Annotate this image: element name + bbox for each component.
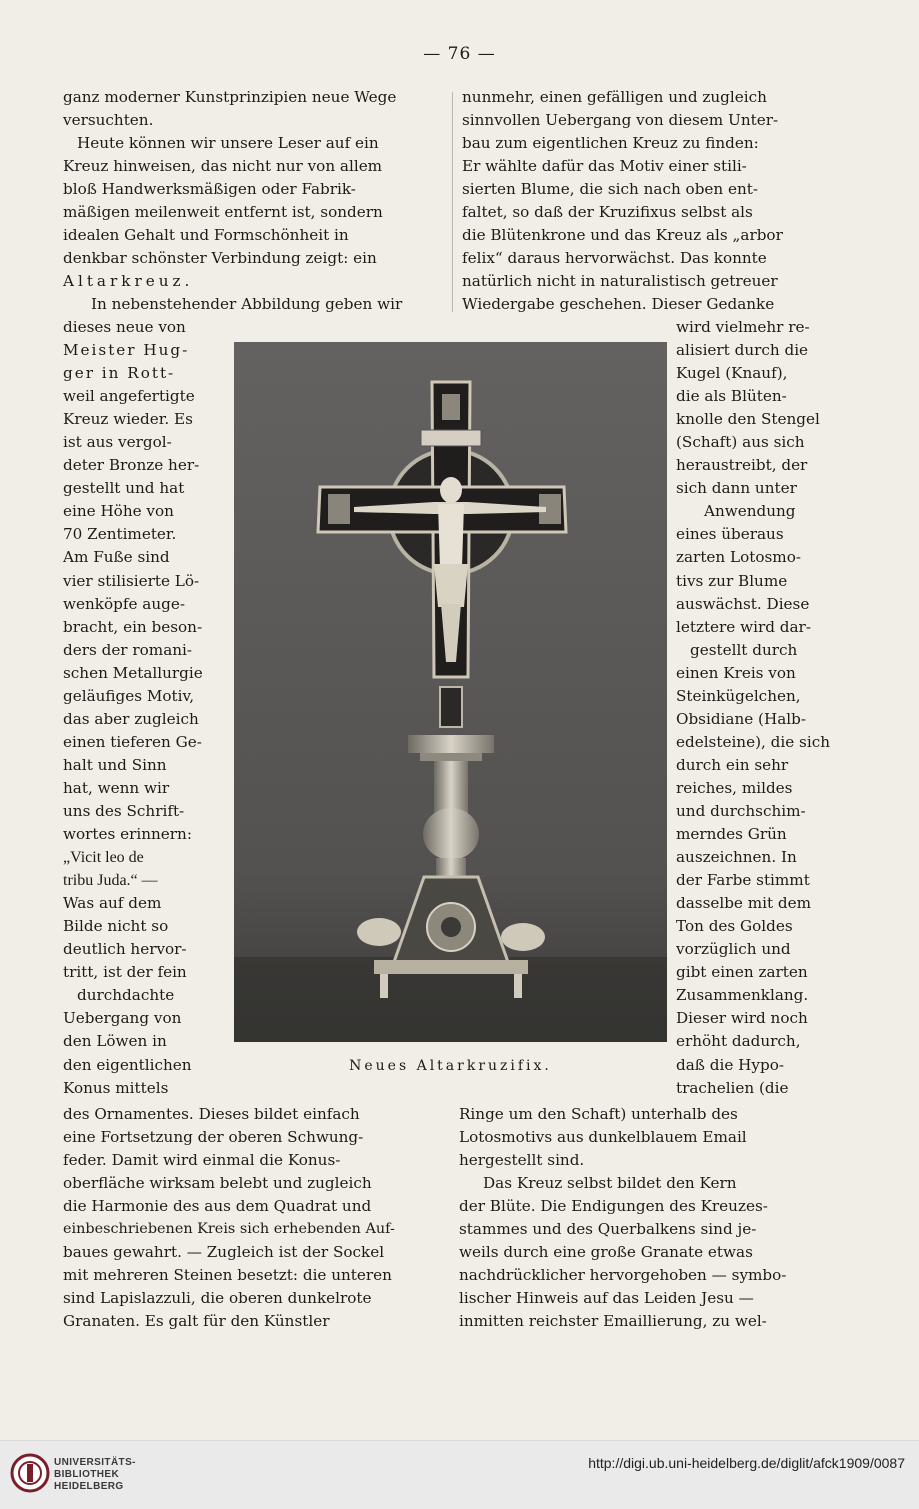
text-line: das aber zugleich	[63, 709, 199, 728]
text-line: wenköpfe auge-	[63, 594, 185, 613]
text-line: eines überaus	[676, 525, 784, 544]
text-line: knolle den Stengel	[676, 410, 820, 429]
page-number: — 76 —	[423, 44, 496, 64]
text-line: sind Lapislazzuli, die oberen dunkelrote	[63, 1289, 372, 1308]
text-line: einen Kreis von	[676, 663, 796, 682]
text-line: merndes Grün	[676, 825, 787, 844]
altar-crucifix-photo	[234, 342, 667, 1042]
text-line: felix“ daraus hervorwächst. Das konnte	[462, 249, 767, 268]
text-line: baues gewahrt. — Zugleich ist der Sockel	[63, 1243, 385, 1262]
text-line: hergestellt sind.	[459, 1151, 585, 1170]
text-line: tritt, ist der fein	[63, 963, 187, 982]
text-line: durch ein sehr	[676, 755, 789, 774]
text-line: eine Höhe von	[63, 502, 174, 521]
text-line: Lotosmotivs aus dunkelblauem Email	[459, 1128, 747, 1147]
text-column-right-bottom	[459, 1103, 835, 1333]
text-line: den eigentlichen	[63, 1055, 192, 1074]
text-line: zarten Lotosmo-	[676, 548, 801, 567]
text-line: wortes erinnern:	[63, 825, 192, 844]
text-line: Kugel (Knauf),	[676, 364, 788, 383]
text-line: weils durch eine große Granate etwas	[459, 1243, 753, 1262]
text-line: Bilde nicht so	[63, 917, 169, 936]
text-line: dieses neue von	[63, 318, 186, 336]
text-line: einen tieferen Ge-	[63, 732, 202, 751]
library-name	[54, 1457, 136, 1493]
text-line: idealen Gehalt und Formschönheit in	[63, 226, 349, 245]
text-line: schen Metallurgie	[63, 663, 203, 682]
text-line: deter Bronze her-	[63, 456, 200, 475]
text-line: faltet, so daß der Kruzifixus selbst als	[462, 203, 753, 222]
text-line: daß die Hypo-	[676, 1055, 784, 1074]
text-line: halt und Sinn	[63, 755, 167, 774]
text-line: den Löwen in	[63, 1032, 167, 1051]
text-line: alisiert durch die	[676, 341, 809, 360]
text-line: edelsteine), die sich	[676, 732, 830, 751]
university-seal-icon	[10, 1453, 50, 1493]
text-line: tribu Juda.“ —	[63, 872, 158, 890]
text-line: Konus mittels	[63, 1078, 169, 1097]
text-wrap-right	[676, 316, 834, 1100]
text-line: natürlich nicht in naturalistisch getreuer	[462, 272, 778, 291]
text-line: 70 Zentimeter.	[63, 525, 177, 544]
text-line: hat, wenn wir	[63, 778, 170, 797]
text-line: deutlich hervor-	[63, 940, 187, 959]
text-column-left-top	[63, 86, 441, 316]
text-line: dasselbe mit dem	[676, 894, 812, 913]
text-line: sierten Blume, die sich nach oben ent-	[462, 180, 759, 199]
text-line: ders der romani-	[63, 640, 193, 659]
text-line: Ringe um den Schaft) unterhalb des	[459, 1105, 738, 1123]
source-url-link[interactable]: http://digi.ub.uni-heidelberg.de/diglit/afck1909/0087	[588, 1455, 905, 1471]
text-line: auszeichnen. In	[676, 848, 797, 867]
text-line: bloß Handwerksmäßigen oder Fabrik-	[63, 180, 356, 199]
text-line: Wiedergabe geschehen. Dieser Gedanke	[462, 295, 775, 314]
text-line: eine Fortsetzung der oberen Schwung-	[63, 1128, 364, 1147]
text-line: ger in Rott-	[63, 364, 176, 383]
text-line: uns des Schrift-	[63, 801, 185, 820]
text-line: vier stilisierte Lö-	[63, 571, 200, 590]
text-line: die Harmonie des aus dem Quadrat und	[63, 1197, 372, 1216]
text-line: oberfläche wirksam belebt und zugleich	[63, 1174, 372, 1193]
library-name-line: UNIVERSITÄTS-	[54, 1457, 136, 1468]
text-line: sich dann unter	[676, 479, 797, 498]
text-line: erhöht dadurch,	[676, 1032, 801, 1051]
library-name-line: HEIDELBERG	[54, 1481, 124, 1492]
text-line: Obsidiane (Halb-	[676, 709, 806, 728]
figure-caption: Neues Altarkruzifix.	[349, 1058, 552, 1074]
text-line: Steinkügelchen,	[676, 686, 801, 705]
text-line: des Ornamentes. Dieses bildet einfach	[63, 1105, 360, 1123]
text-line: bracht, ein beson-	[63, 617, 203, 636]
text-line: der Blüte. Die Endigungen des Kreuzes-	[459, 1197, 768, 1216]
text-line: inmitten reichster Emaillierung, zu wel-	[459, 1312, 767, 1331]
text-line: die Blütenkrone und das Kreuz als „arbor	[462, 226, 783, 245]
text-line: nachdrücklicher hervorgehoben — symbo-	[459, 1266, 787, 1285]
text-line: die als Blüten-	[676, 387, 787, 406]
text-line: denkbar schönster Verbindung zeigt: ein	[63, 249, 377, 268]
text-line: weil angefertigte	[63, 387, 195, 406]
text-line: Granaten. Es galt für den Künstler	[63, 1312, 330, 1331]
text-column-left-bottom	[63, 1103, 441, 1333]
text-line: lischer Hinweis auf das Leiden Jesu —	[459, 1289, 754, 1308]
text-line: wird vielmehr re-	[676, 318, 810, 336]
text-line: sinnvollen Uebergang von diesem Unter-	[462, 111, 779, 130]
text-line: tivs zur Blume	[676, 571, 788, 590]
text-line: Altarkreuz.	[63, 272, 194, 291]
text-line: Dieser wird noch	[676, 1009, 808, 1028]
text-line: gestellt und hat	[63, 479, 185, 498]
library-footer	[0, 1440, 919, 1509]
text-line: ganz moderner Kunstprinzipien neue Wege	[63, 88, 397, 106]
text-line: Was auf dem	[63, 894, 162, 913]
text-wrap-left	[63, 316, 230, 1100]
text-line: feder. Damit wird einmal die Konus-	[63, 1151, 341, 1170]
text-line: der Farbe stimmt	[676, 871, 810, 890]
text-line: „Vicit leo de	[63, 849, 144, 867]
text-line: Ton des Goldes	[676, 917, 793, 936]
text-line: Anwendung	[704, 502, 796, 521]
text-line: Uebergang von	[63, 1009, 182, 1028]
text-line: letztere wird dar-	[676, 617, 811, 636]
text-line: Kreuz hinweisen, das nicht nur von allem	[63, 157, 383, 176]
text-line: durchdachte	[77, 986, 175, 1005]
text-line: Er wählte dafür das Motiv einer stili-	[462, 157, 747, 176]
text-line: Zusammenklang.	[676, 986, 809, 1005]
library-name-line: BIBLIOTHEK	[54, 1469, 120, 1480]
text-line: ist aus vergol-	[63, 433, 172, 452]
text-line: Das Kreuz selbst bildet den Kern	[483, 1174, 737, 1193]
text-line: heraustreibt, der	[676, 456, 808, 475]
text-line: vorzüglich und	[676, 940, 791, 959]
column-divider	[452, 92, 453, 312]
text-line: Am Fuße sind	[63, 548, 170, 567]
text-line: versuchten.	[63, 111, 154, 130]
text-column-right-top	[462, 86, 834, 316]
text-line: (Schaft) aus sich	[676, 433, 805, 452]
text-line: mäßigen meilenweit entfernt ist, sondern	[63, 203, 383, 222]
crucifix-illustration	[234, 342, 667, 1042]
text-line: reiches, mildes	[676, 778, 793, 797]
text-line: gibt einen zarten	[676, 963, 808, 982]
text-line: einbeschriebenen Kreis sich erhebenden Auf-	[63, 1221, 395, 1238]
text-line: trachelien (die	[676, 1078, 789, 1097]
text-line: geläufiges Motiv,	[63, 686, 195, 705]
text-line: und durchschim-	[676, 801, 806, 820]
text-line: Heute können wir unsere Leser auf ein	[77, 134, 379, 153]
text-line: Kreuz wieder. Es	[63, 410, 193, 429]
text-line: In nebenstehender Abbildung geben wir	[91, 295, 403, 314]
text-line: bau zum eigentlichen Kreuz zu finden:	[462, 134, 759, 153]
text-line: mit mehreren Steinen besetzt: die unteren	[63, 1266, 392, 1285]
text-line: nunmehr, einen gefälligen und zugleich	[462, 88, 767, 106]
text-line: Meister Hug-	[63, 341, 190, 360]
text-line: gestellt durch	[690, 640, 798, 659]
text-line: stammes und des Querbalkens sind je-	[459, 1220, 757, 1239]
text-line: auswächst. Diese	[676, 594, 810, 613]
